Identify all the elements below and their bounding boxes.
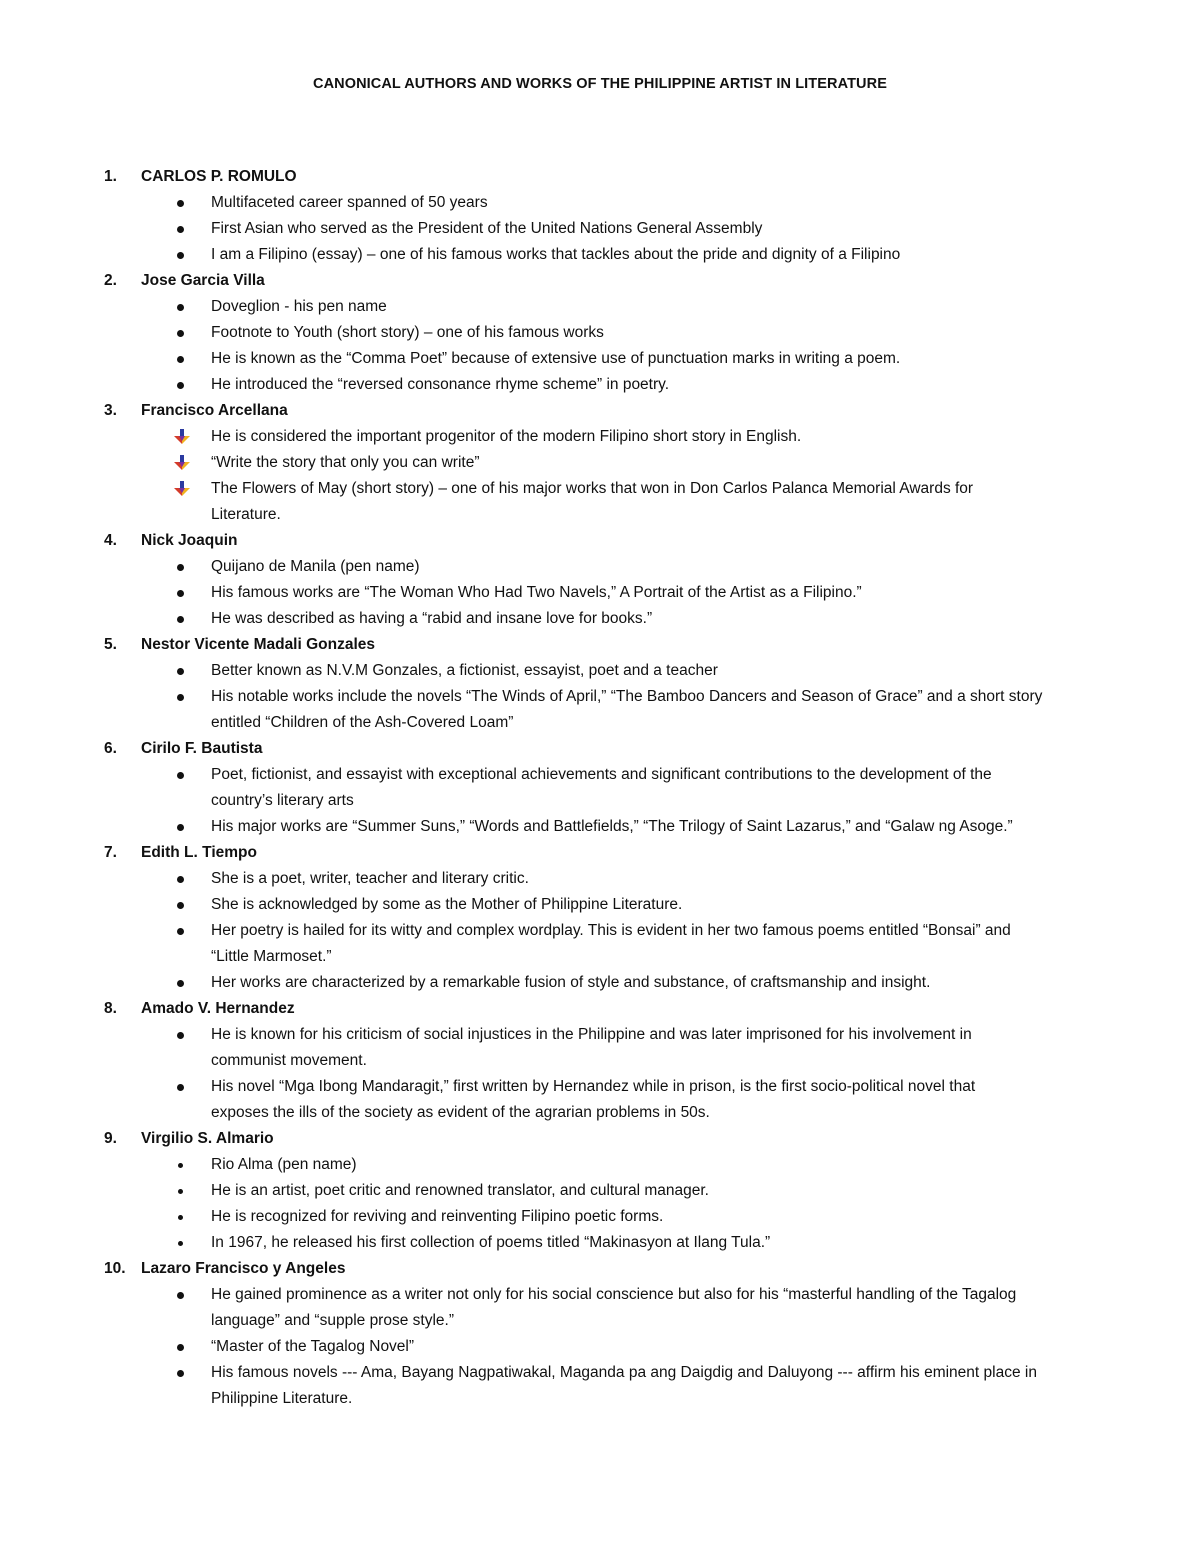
fact-text: Better known as N.V.M Gonzales, a fictionist, essayist, poet and a teacher (211, 662, 718, 679)
author-section (104, 268, 1130, 398)
dot-icon (177, 200, 184, 207)
dot-icon (177, 1344, 184, 1351)
fact-text: He is an artist, poet critic and renowned translator, and cultural manager. (211, 1182, 709, 1199)
fact-text: She is acknowledged by some as the Mother of Philippine Literature. (211, 896, 683, 913)
dot-icon (177, 980, 184, 987)
fact-text: “Master of the Tagalog Novel” (211, 1338, 415, 1355)
fact-text: He is considered the important progenitor of the modern Filipino short story in English. (211, 428, 802, 445)
fact-item (104, 762, 1130, 814)
dot-icon (177, 928, 184, 935)
author-name: Lazaro Francisco y Angeles (141, 1260, 346, 1277)
author-heading (104, 632, 1130, 658)
author-heading (104, 528, 1130, 554)
round-bullet-icon (175, 1022, 189, 1048)
small-bullet-icon (175, 1178, 189, 1204)
dot-icon (177, 564, 184, 571)
fact-text: His famous works are “The Woman Who Had Two Navels,” A Portrait of the Artist as a Filipino.” (211, 584, 862, 601)
arrow-bullet-icon (175, 476, 189, 502)
author-section (104, 164, 1130, 268)
fact-text: He is known for his criticism of social injustices in the Philippine and was later imprisoned for his involvement in communist movement. (211, 1026, 972, 1069)
author-name: Nick Joaquin (141, 532, 238, 549)
author-list (104, 164, 1130, 1412)
fact-item (104, 346, 1130, 372)
arrow-bullet-icon (175, 424, 189, 450)
dot-icon (177, 1370, 184, 1377)
fact-item (104, 1334, 1130, 1360)
round-bullet-icon (175, 892, 189, 918)
list-number: 10. (104, 1260, 126, 1277)
fact-text: The Flowers of May (short story) – one of his major works that won in Don Carlos Palanca Memorial Awards for Literature. (211, 480, 974, 523)
fact-text: His notable works include the novels “The Winds of April,” “The Bamboo Dancers and Season of Grace” and a short story entitled “Children of the Ash-Covered Loam” (211, 688, 1043, 731)
fact-text: His major works are “Summer Suns,” “Words and Battlefields,” “The Trilogy of Saint Lazarus,” and “Galaw ng Asoge.” (211, 818, 1013, 835)
round-bullet-icon (175, 866, 189, 892)
author-heading (104, 736, 1130, 762)
round-bullet-icon (175, 320, 189, 346)
small-bullet-icon (175, 1204, 189, 1230)
round-bullet-icon (175, 554, 189, 580)
fact-item (104, 1152, 1130, 1178)
fact-item (104, 684, 1130, 736)
round-bullet-icon (175, 190, 189, 216)
fact-list (104, 1152, 1130, 1256)
fact-text: Quijano de Manila (pen name) (211, 558, 420, 575)
fact-text: His famous novels --- Ama, Bayang Nagpatiwakal, Maganda pa ang Daigdig and Daluyong --- affirm his eminent place in Philippine Literature. (211, 1364, 1037, 1407)
small-bullet-icon (175, 1152, 189, 1178)
round-bullet-icon (175, 762, 189, 788)
fact-list (104, 1022, 1130, 1126)
fact-item (104, 320, 1130, 346)
fact-item (104, 658, 1130, 684)
list-number: 6. (104, 740, 117, 757)
list-number: 9. (104, 1130, 117, 1147)
fact-text: He is known as the “Comma Poet” because of extensive use of punctuation marks in writing a poem. (211, 350, 901, 367)
fact-item (104, 866, 1130, 892)
dot-icon (177, 902, 184, 909)
down-arrow-icon (173, 428, 191, 446)
down-arrow-icon (173, 480, 191, 498)
fact-list (104, 294, 1130, 398)
author-section (104, 996, 1130, 1126)
author-heading (104, 1126, 1130, 1152)
round-bullet-icon (175, 814, 189, 840)
fact-list (104, 658, 1130, 736)
fact-list (104, 762, 1130, 840)
fact-item (104, 242, 1130, 268)
arrow-bullet-icon (175, 450, 189, 476)
round-bullet-icon (175, 372, 189, 398)
list-number: 3. (104, 402, 117, 419)
author-name: Cirilo F. Bautista (141, 740, 263, 757)
fact-list (104, 190, 1130, 268)
list-number: 5. (104, 636, 117, 653)
fact-item (104, 814, 1130, 840)
author-name: Amado V. Hernandez (141, 1000, 295, 1017)
author-heading (104, 398, 1130, 424)
fact-item (104, 970, 1130, 996)
list-number: 4. (104, 532, 117, 549)
author-name: Francisco Arcellana (141, 402, 288, 419)
fact-item (104, 580, 1130, 606)
round-bullet-icon (175, 242, 189, 268)
fact-text: I am a Filipino (essay) – one of his famous works that tackles about the pride and dignity of a Filipino (211, 246, 901, 263)
fact-text: His novel “Mga Ibong Mandaragit,” first written by Hernandez while in prison, is the first socio-political novel that exposes the ills of the society as evident of the agrarian problems in 50s. (211, 1078, 976, 1121)
fact-text: First Asian who served as the President of the United Nations General Assembly (211, 220, 763, 237)
fact-item (104, 190, 1130, 216)
dot-icon (177, 304, 184, 311)
author-name: Nestor Vicente Madali Gonzales (141, 636, 376, 653)
fact-text: He was described as having a “rabid and insane love for books.” (211, 610, 653, 627)
dot-icon (177, 694, 184, 701)
fact-text: Poet, fictionist, and essayist with exceptional achievements and significant contributions to the development of the country’s literary arts (211, 766, 992, 809)
dot-icon (177, 1292, 184, 1299)
dot-icon (178, 1189, 183, 1194)
author-section (104, 632, 1130, 736)
fact-item (104, 1178, 1130, 1204)
fact-text: He gained prominence as a writer not only for his social conscience but also for his “masterful handling of the Tagalog language” and “supple prose style.” (211, 1286, 1017, 1329)
round-bullet-icon (175, 658, 189, 684)
fact-list (104, 866, 1130, 996)
author-heading (104, 268, 1130, 294)
round-bullet-icon (175, 970, 189, 996)
author-name: Jose Garcia Villa (141, 272, 265, 289)
round-bullet-icon (175, 1360, 189, 1386)
fact-item (104, 294, 1130, 320)
list-number: 2. (104, 272, 117, 289)
round-bullet-icon (175, 1334, 189, 1360)
author-section (104, 840, 1130, 996)
fact-list (104, 554, 1130, 632)
fact-text: Her works are characterized by a remarkable fusion of style and substance, of craftsmanship and insight. (211, 974, 931, 991)
fact-item (104, 216, 1130, 242)
dot-icon (177, 772, 184, 779)
round-bullet-icon (175, 1074, 189, 1100)
list-number: 8. (104, 1000, 117, 1017)
fact-item (104, 450, 1130, 476)
dot-icon (178, 1163, 183, 1168)
dot-icon (177, 1032, 184, 1039)
fact-list (104, 424, 1130, 528)
fact-item (104, 918, 1130, 970)
round-bullet-icon (175, 918, 189, 944)
round-bullet-icon (175, 1282, 189, 1308)
list-number: 1. (104, 168, 117, 185)
fact-text: In 1967, he released his first collection of poems titled “Makinasyon at Ilang Tula.” (211, 1234, 771, 1251)
dot-icon (177, 668, 184, 675)
fact-item (104, 1074, 1130, 1126)
dot-icon (177, 876, 184, 883)
fact-item (104, 1230, 1130, 1256)
fact-item (104, 372, 1130, 398)
fact-item (104, 554, 1130, 580)
down-arrow-icon (173, 454, 191, 472)
author-section (104, 398, 1130, 528)
list-number: 7. (104, 844, 117, 861)
round-bullet-icon (175, 216, 189, 242)
dot-icon (177, 226, 184, 233)
author-heading (104, 996, 1130, 1022)
author-section (104, 1126, 1130, 1256)
round-bullet-icon (175, 606, 189, 632)
dot-icon (177, 252, 184, 259)
round-bullet-icon (175, 684, 189, 710)
fact-item (104, 476, 1130, 528)
fact-list (104, 1282, 1130, 1412)
author-name: Virgilio S. Almario (141, 1130, 274, 1147)
fact-text: Rio Alma (pen name) (211, 1156, 357, 1173)
fact-item (104, 1360, 1130, 1412)
author-heading (104, 1256, 1130, 1282)
fact-item (104, 1022, 1130, 1074)
dot-icon (177, 590, 184, 597)
fact-text: Footnote to Youth (short story) – one of his famous works (211, 324, 604, 341)
fact-text: Multifaceted career spanned of 50 years (211, 194, 488, 211)
dot-icon (178, 1241, 183, 1246)
author-heading (104, 164, 1130, 190)
dot-icon (177, 616, 184, 623)
round-bullet-icon (175, 294, 189, 320)
author-section (104, 1256, 1130, 1412)
fact-text: He introduced the “reversed consonance rhyme scheme” in poetry. (211, 376, 670, 393)
dot-icon (177, 824, 184, 831)
dot-icon (177, 356, 184, 363)
fact-item (104, 424, 1130, 450)
author-name: CARLOS P. ROMULO (141, 168, 297, 185)
dot-icon (177, 382, 184, 389)
round-bullet-icon (175, 346, 189, 372)
author-section (104, 736, 1130, 840)
fact-item (104, 1204, 1130, 1230)
small-bullet-icon (175, 1230, 189, 1256)
dot-icon (177, 1084, 184, 1091)
fact-item (104, 1282, 1130, 1334)
author-heading (104, 840, 1130, 866)
fact-item (104, 606, 1130, 632)
round-bullet-icon (175, 580, 189, 606)
dot-icon (178, 1215, 183, 1220)
fact-text: Doveglion - his pen name (211, 298, 387, 315)
fact-text: She is a poet, writer, teacher and literary critic. (211, 870, 529, 887)
fact-item (104, 892, 1130, 918)
author-name: Edith L. Tiempo (141, 844, 257, 861)
fact-text: “Write the story that only you can write” (211, 454, 480, 471)
dot-icon (177, 330, 184, 337)
fact-text: Her poetry is hailed for its witty and complex wordplay. This is evident in her two famous poems entitled “Bonsai” and “Little Marmoset.” (211, 922, 1011, 965)
document-title: CANONICAL AUTHORS AND WORKS OF THE PHILIPPINE ARTIST IN LITERATURE (313, 76, 887, 92)
fact-text: He is recognized for reviving and reinventing Filipino poetic forms. (211, 1208, 664, 1225)
author-section (104, 528, 1130, 632)
